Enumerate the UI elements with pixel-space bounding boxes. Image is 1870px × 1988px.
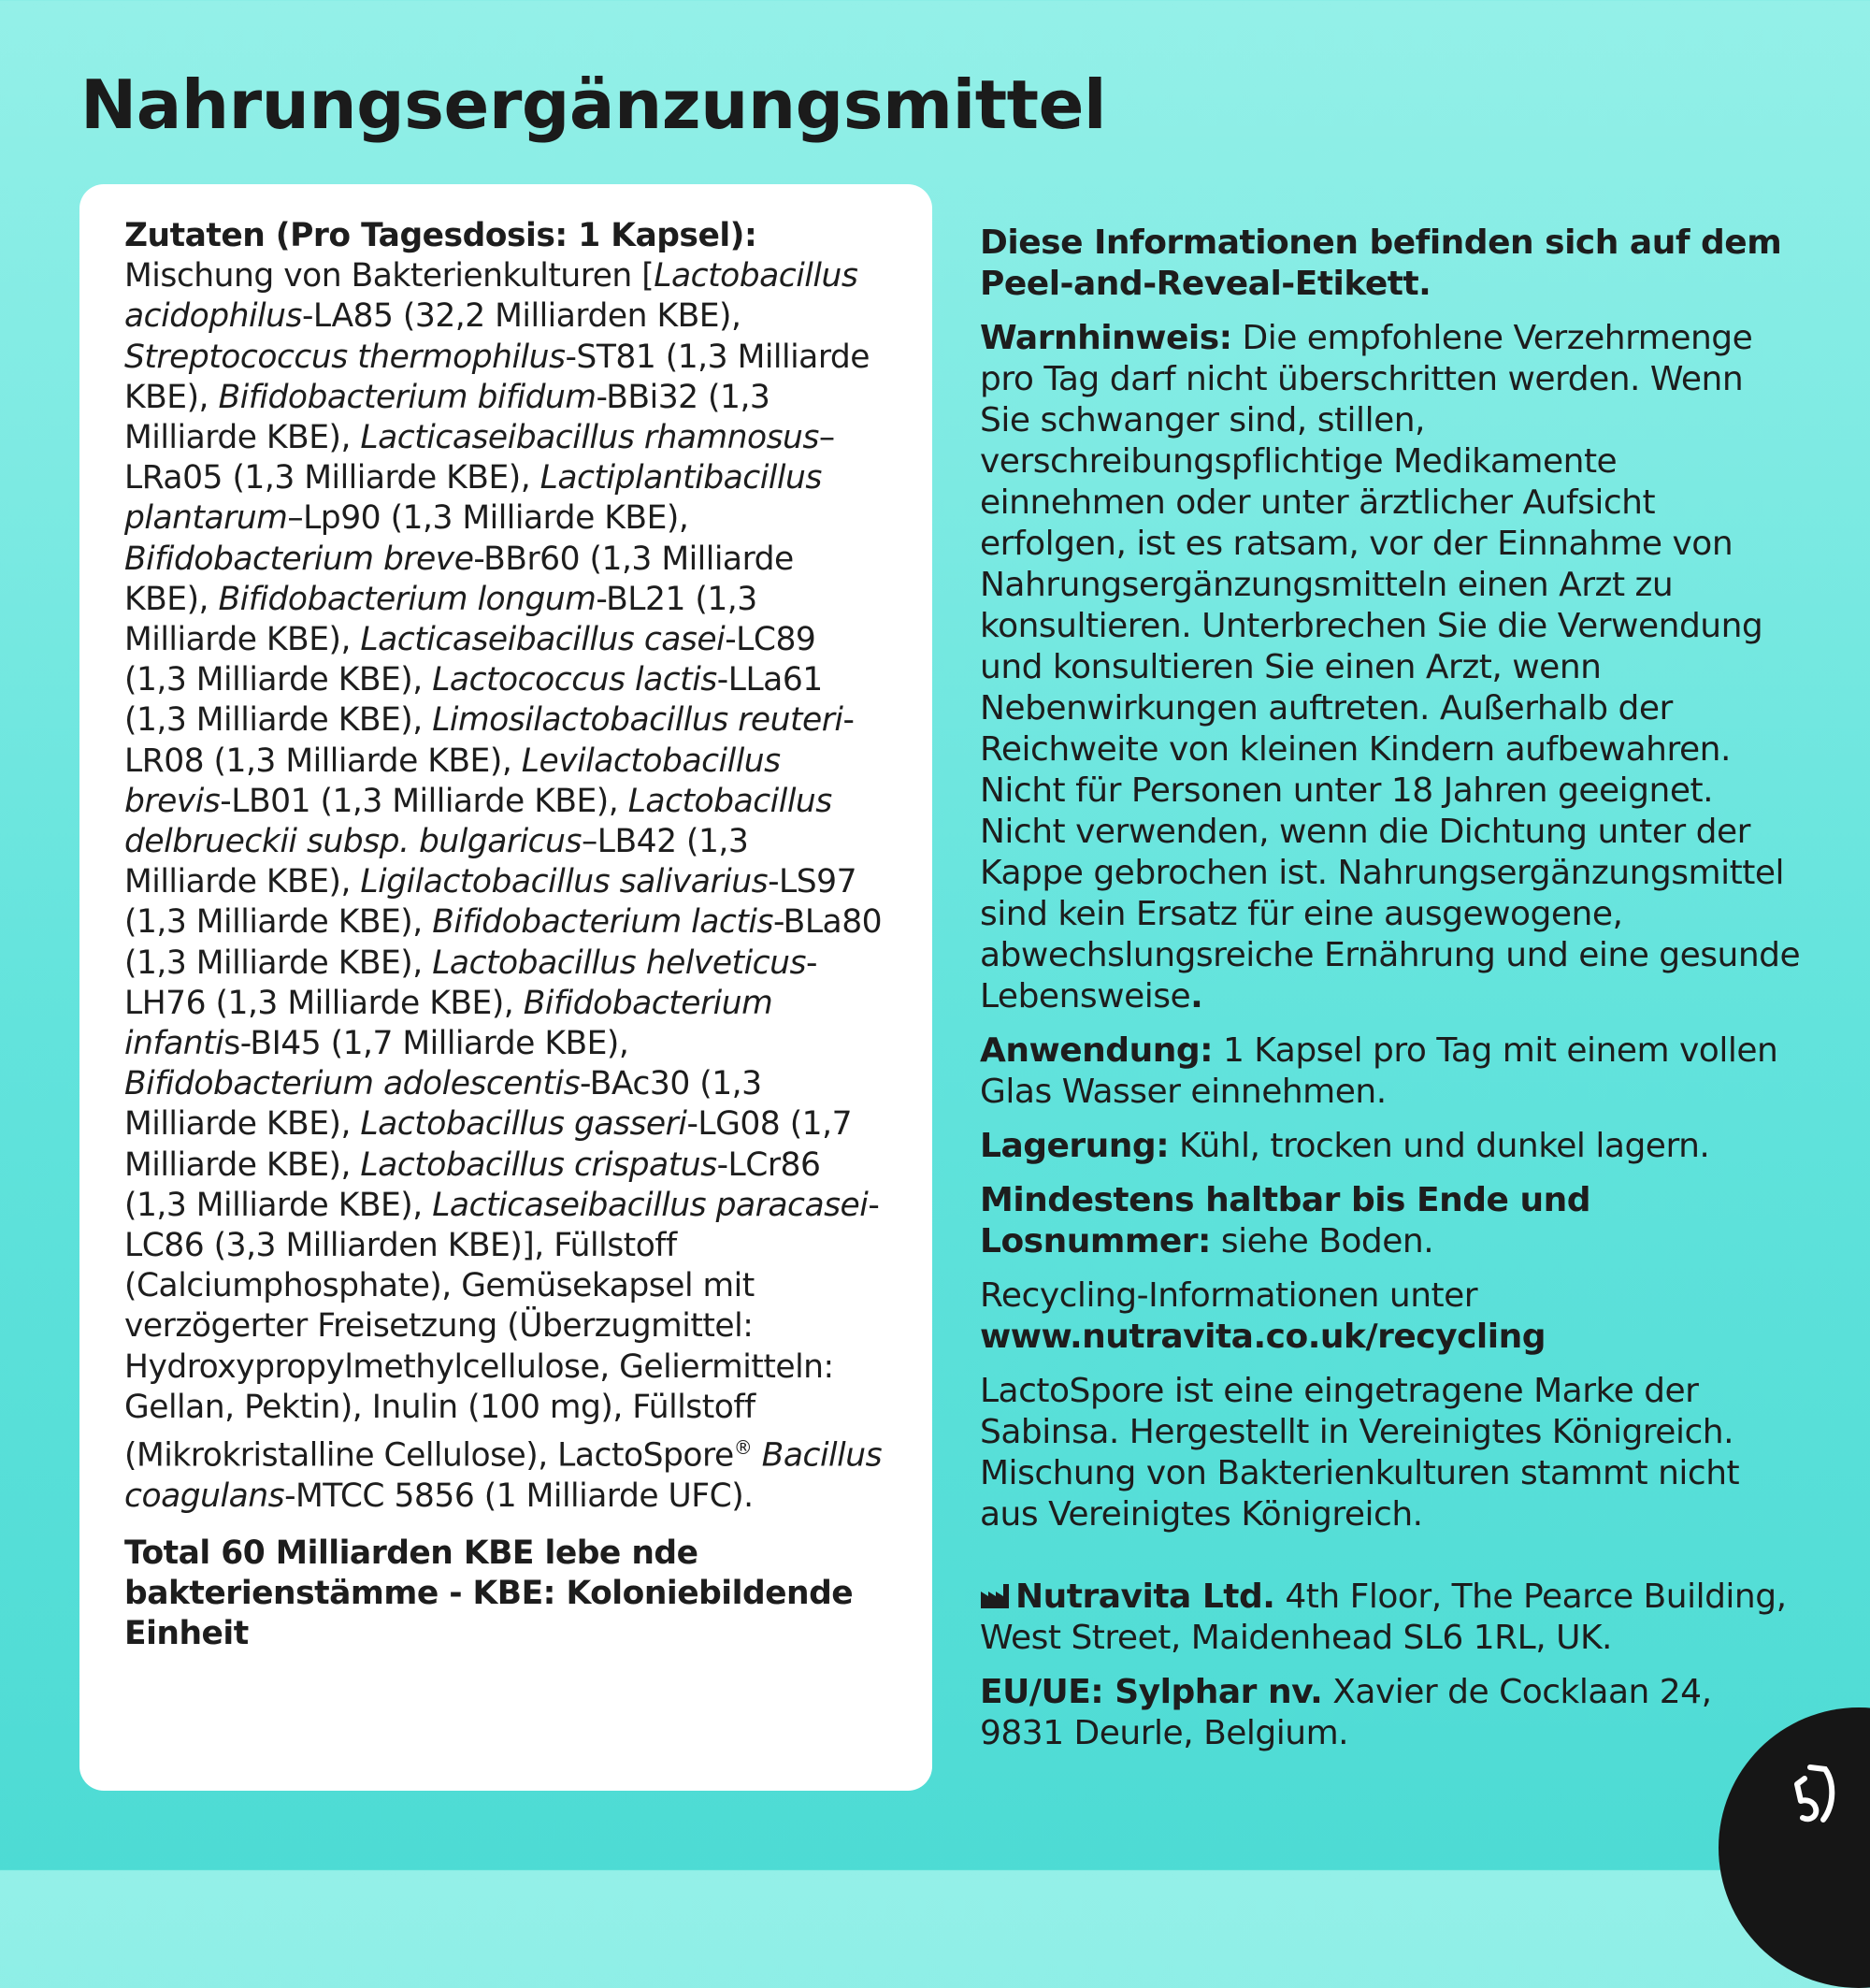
ingredients-segment: -BLa80 (1,3 Milliarde KBE), bbox=[124, 903, 883, 982]
warning-section bbox=[980, 318, 1803, 1017]
ingredients-text bbox=[124, 216, 887, 1517]
registered-mark: ® bbox=[733, 1436, 753, 1460]
species-name: Lactobacillus delbrueckii subsp. bulgaricus bbox=[124, 782, 832, 861]
storage-section bbox=[980, 1126, 1803, 1167]
trademark-section: LactoSpore ist eine eingetragene Marke der Sabinsa. Hergestellt in Vereinigtes Königreich. Mischung von Bakterienkulturen stammt nicht aus Vereinigtes Königreich. bbox=[980, 1372, 1740, 1534]
ingredients-segment: s-BI45 (1,7 Milliarde KBE), bbox=[223, 1025, 629, 1063]
ingredients-label: Zutaten (Pro Tagesdosis: 1 Kapsel): bbox=[124, 217, 757, 254]
species-name: Bacillus coagulans bbox=[124, 1436, 883, 1515]
species-name: Ligilactobacillus salivarius bbox=[360, 863, 769, 901]
species-name: Lacticaseibacillus rhamnosus bbox=[360, 419, 819, 457]
manufacturer-name: Nutravita Ltd. bbox=[1015, 1577, 1275, 1616]
curved-arrow-icon bbox=[1788, 1764, 1840, 1831]
ingredients-segment: -BBr60 (1,3 Milliarde KBE), bbox=[124, 540, 794, 618]
ingredients-segment: -ST81 (1,3 Milliarde KBE), bbox=[124, 338, 870, 416]
warning-end: . bbox=[1190, 977, 1203, 1016]
ingredients-segment: -LA85 (32,2 Milliarden KBE), bbox=[301, 297, 741, 336]
storage-text: Kühl, trocken und dunkel lagern. bbox=[1169, 1127, 1710, 1165]
info-column bbox=[980, 223, 1803, 1767]
total-cfu: Total 60 Milliarden KBE lebe nde bakterienstämme - KBE: Koloniebildende Einheit bbox=[124, 1534, 854, 1653]
species-name: Lacticaseibacillus paracasei bbox=[432, 1186, 869, 1224]
species-name: Bifidobacterium bifidum bbox=[218, 378, 597, 416]
manufacturer-address: 4th Floor, The Pearce Building, West Street, Maidenhead SL6 1RL, UK. bbox=[980, 1577, 1787, 1657]
usage-section bbox=[980, 1030, 1803, 1113]
species-name: Lactiplantibacillus plantarum bbox=[124, 459, 822, 538]
ingredients-segment: -LLa61 (1,3 Milliarde KBE), bbox=[124, 661, 823, 740]
recycling-section bbox=[980, 1275, 1803, 1358]
ingredients-segment: -MTCC 5856 (1 Milliarde UFC). bbox=[284, 1477, 754, 1515]
warning-text: Die empfohlene Verzehrmenge pro Tag darf nicht überschritten werden. Wenn Sie schwanger sind, stillen, verschreibungspflichtige Medikamente einnehmen oder unter ärztlicher Aufsicht erfolgen, ist es ratsam, vor der Einnahme von Nahrungsergänzungsmitteln einen Arzt zu konsultieren. Unterbrechen Sie die Verwendung und konsultieren Sie einen Arzt, wenn Nebenwirkungen auftreten. Außerhalb der Reichweite von kleinen Kindern aufbewahren. Nicht für Personen unter 18 Jahren geeignet. Nicht verwenden, wenn die Dichtung unter der Kappe gebrochen ist. Nahrungsergänzungsmittel sind kein Ersatz für eine ausgewogene, abwechslungsreiche Ernährung und eine gesunde Lebensweise bbox=[980, 319, 1801, 1016]
ingredients-segment: -BBi32 (1,3 Milliarde KBE), bbox=[124, 378, 770, 457]
species-name: Bifidobacterium breve bbox=[124, 540, 474, 578]
ingredients-segment: –LB42 (1,3 Milliarde KBE), bbox=[124, 823, 749, 901]
ingredients-segment: -LC86 (3,3 Milliarden KBE)], Füllstoff (Calciumphosphate), Gemüsekapsel mit verzögerter Freisetzung (Überzugmittel: Hydroxypropylmethylcellulose, Geliermitteln: Gellan, Pektin), Inulin (100 mg), Füllstoff (Mikrokristalline Cellulose), LactoSpore bbox=[124, 1186, 880, 1475]
species-name: Lactobacillus helveticus bbox=[432, 944, 806, 982]
species-name: Limosilactobacillus reuteri bbox=[432, 701, 843, 740]
storage-label: Lagerung: bbox=[980, 1127, 1170, 1165]
species-name: Lacticaseibacillus casei bbox=[360, 621, 726, 659]
eu-label: EU/UE: Sylphar nv. bbox=[980, 1673, 1323, 1711]
page-title: Nahrungsergänzungsmittel bbox=[80, 65, 1107, 144]
species-name: Bifidobacterium lactis bbox=[432, 903, 773, 942]
eu-representative-section bbox=[980, 1672, 1803, 1754]
ingredients-segment: -LCr86 (1,3 Milliarde KBE), bbox=[124, 1145, 821, 1224]
best-before-label: Mindestens haltbar bis Ende und Losnummer: bbox=[980, 1181, 1590, 1261]
ingredients-segment: -BL21 (1,3 Milliarde KBE), bbox=[124, 580, 757, 659]
ingredients-segment: -LS97 (1,3 Milliarde KBE), bbox=[124, 863, 857, 942]
ingredients-segment: –LRa05 (1,3 Milliarde KBE), bbox=[124, 419, 835, 497]
recycling-link[interactable]: www.nutravita.co.uk/recycling bbox=[980, 1318, 1546, 1356]
species-name: Lactobacillus crispatus bbox=[360, 1145, 717, 1184]
species-name: Lactococcus lactis bbox=[432, 661, 717, 699]
recycling-text: Recycling-Informationen unter bbox=[980, 1276, 1478, 1315]
peel-reveal-note: Diese Informationen befinden sich auf dem Peel-and-Reveal-Etikett. bbox=[980, 223, 1782, 303]
ingredients-segment: -LG08 (1,7 Milliarde KBE), bbox=[124, 1105, 853, 1184]
usage-label: Anwendung: bbox=[980, 1031, 1213, 1070]
species-name: Bifidobacterium longum bbox=[218, 580, 597, 618]
ingredients-segment: Mischung von Bakterienkulturen [ bbox=[124, 257, 654, 295]
ingredients-card bbox=[79, 184, 932, 1791]
species-name: Lactobacillus acidophilus bbox=[124, 257, 858, 336]
factory-icon bbox=[980, 1583, 1014, 1609]
ingredients-segment: -LB01 (1,3 Milliarde KBE), bbox=[220, 782, 628, 820]
eu-address: Xavier de Cocklaan 24, 9831 Deurle, Belgium. bbox=[980, 1673, 1712, 1752]
species-name: Streptococcus thermophilus bbox=[124, 338, 566, 376]
species-name: Bifidobacterium infanti bbox=[124, 984, 773, 1063]
ingredients-segment: -BAc30 (1,3 Milliarde KBE), bbox=[124, 1065, 762, 1144]
ingredients-segment: –Lp90 (1,3 Milliarde KBE), bbox=[287, 499, 689, 538]
species-name: Lactobacillus gasseri bbox=[360, 1105, 687, 1144]
usage-text: 1 Kapsel pro Tag mit einem vollen Glas Wasser einnehmen. bbox=[980, 1031, 1778, 1111]
ingredients-segment: -LH76 (1,3 Milliarde KBE), bbox=[124, 944, 817, 1022]
species-name: Levilactobacillus brevis bbox=[124, 742, 781, 820]
manufacturer-section bbox=[980, 1577, 1803, 1659]
ingredients-segment: -LR08 (1,3 Milliarde KBE), bbox=[124, 701, 855, 780]
ingredients-segment: -LC89 (1,3 Milliarde KBE), bbox=[124, 621, 816, 699]
best-before-text: siehe Boden. bbox=[1210, 1222, 1434, 1261]
species-name: Bifidobacterium adolescentis bbox=[124, 1065, 581, 1103]
best-before-section bbox=[980, 1180, 1803, 1262]
warning-label: Warnhinweis: bbox=[980, 319, 1232, 357]
